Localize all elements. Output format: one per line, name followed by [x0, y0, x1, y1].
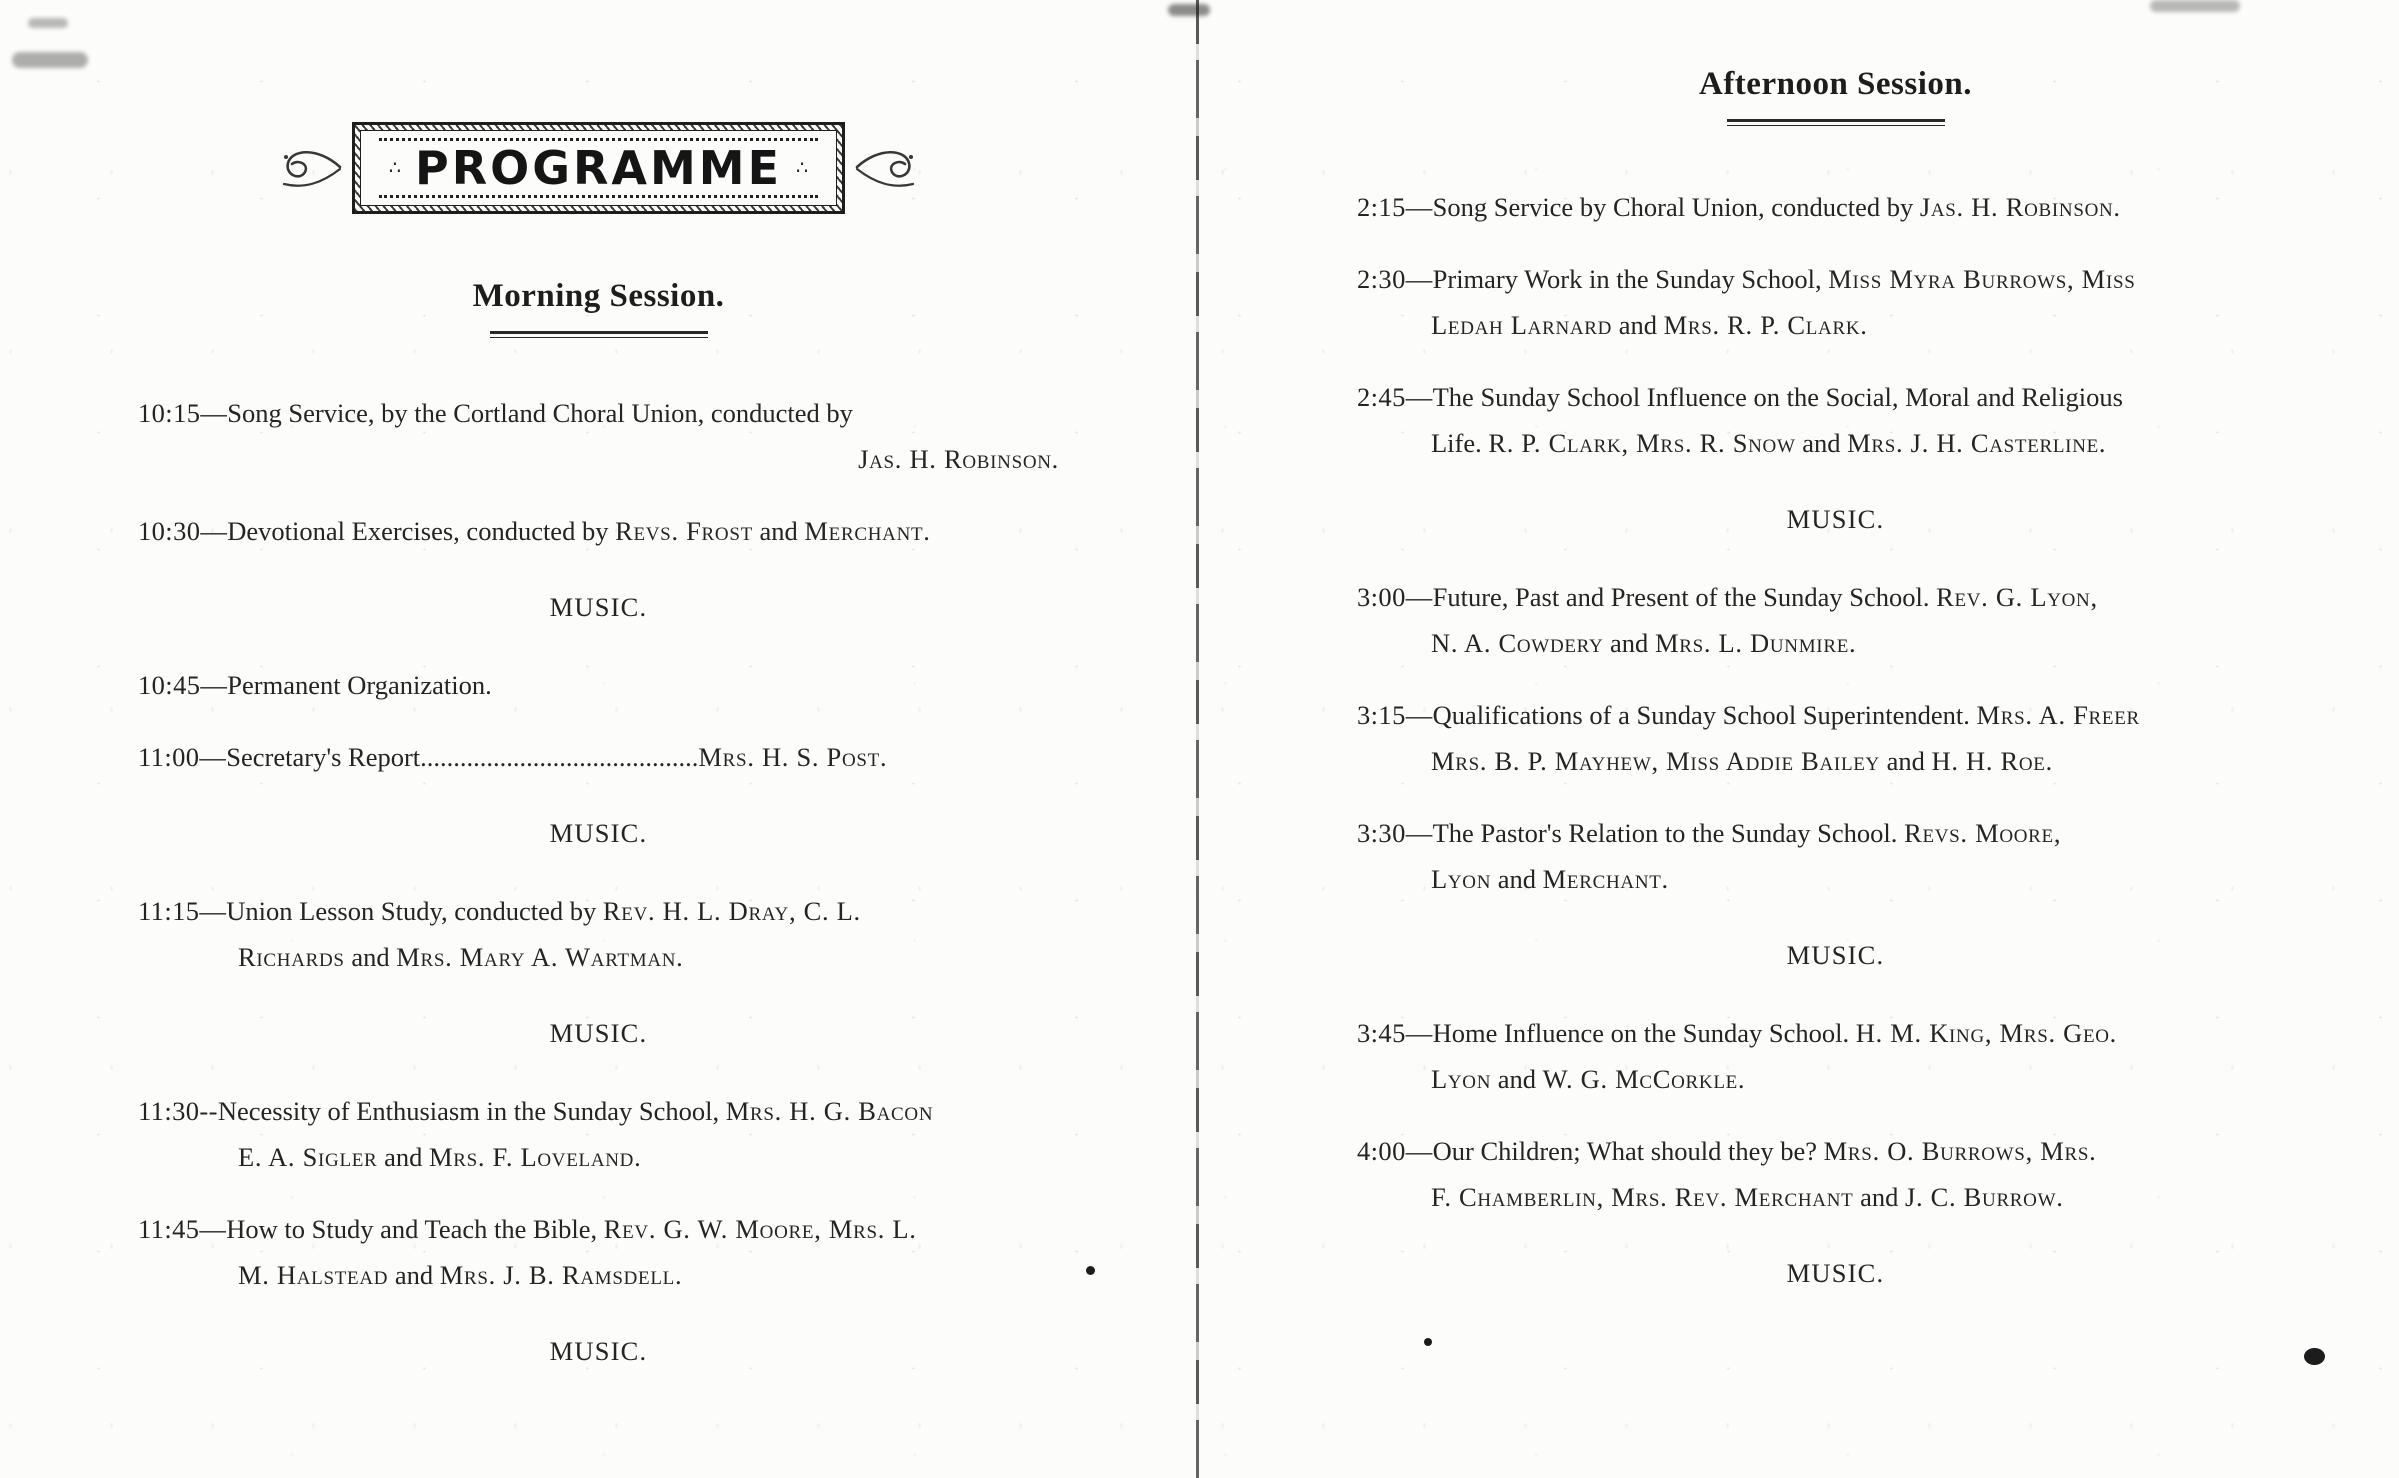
banner-frame [352, 122, 845, 214]
page-left [0, 0, 1199, 1478]
entry-text: and [1853, 1182, 1905, 1212]
banner-inner [360, 130, 837, 206]
programme-entry [138, 1206, 1059, 1298]
person-name: Mrs. F. Loveland. [428, 1142, 642, 1172]
entry-continuation [1357, 420, 2314, 466]
person-name: Rev. H. L. Dray, C. L. [602, 896, 861, 926]
entry-continuation [1357, 620, 2314, 666]
morning-session-items [138, 390, 1059, 1374]
banner-text-wrap [379, 138, 818, 198]
entry-line [138, 662, 1059, 708]
morning-title-rule [490, 331, 708, 338]
programme-entry [138, 888, 1059, 980]
scan-smudge [12, 52, 88, 68]
entry-continuation [1357, 738, 2314, 784]
ink-speck [1086, 1266, 1095, 1275]
entry-text: and [1491, 1064, 1543, 1094]
entry-line [1357, 574, 2314, 620]
entry-text: Life. [1431, 428, 1489, 458]
entry-text: and [1879, 746, 1932, 776]
entry-line [1357, 810, 2314, 856]
page-right [1199, 0, 2398, 1478]
entry-continuation [138, 1252, 1059, 1298]
entry-line [138, 1088, 1059, 1134]
entry-line [138, 734, 1059, 780]
morning-session-title: Morning Session. [472, 278, 725, 314]
entry-text: and [377, 1142, 429, 1172]
entry-text: and [344, 942, 397, 972]
flourish-right-icon [853, 139, 919, 197]
entry-text: and [1491, 864, 1543, 894]
afternoon-session-title: Afternoon Session. [1698, 66, 1973, 102]
entry-time: 10:30— [138, 516, 228, 546]
entry-continuation [1357, 302, 2314, 348]
entry-line [1357, 184, 2314, 230]
entry-text: The Pastor's Relation to the Sunday School. [1432, 818, 1905, 848]
music-interlude: MUSIC. [1786, 504, 1885, 534]
person-name: J. C. Burrow. [1904, 1182, 2064, 1212]
entry-continuation [1357, 1174, 2314, 1220]
person-name: Revs. Moore, [1904, 818, 2062, 848]
entry-text: Devotional Exercises, conducted by [227, 516, 616, 546]
ink-speck [2304, 1348, 2325, 1365]
person-name: Rev. G. Lyon, [1936, 582, 2098, 612]
entry-line [138, 888, 1059, 934]
entry-time: 11:30-- [138, 1096, 218, 1126]
programme-entry [1357, 374, 2314, 466]
entry-text: Union Lesson Study, conducted by [226, 896, 603, 926]
entry-continuation [138, 934, 1059, 980]
ink-speck [1424, 1338, 1432, 1346]
entry-text: and [1612, 310, 1664, 340]
entry-line [138, 1206, 1059, 1252]
entry-continuation [1357, 1056, 2314, 1102]
entry-text: and [752, 516, 805, 546]
scan-smudge [1168, 4, 1210, 16]
person-name: Lyon [1431, 1064, 1492, 1094]
programme-banner [138, 122, 1059, 214]
programme-entry [138, 662, 1059, 708]
programme-entry [138, 390, 1059, 482]
programme-entry [138, 734, 1059, 780]
entry-text: Qualifications of a Sunday School Superintendent. [1432, 700, 1977, 730]
person-name: Mrs. J. B. Ramsdell. [439, 1260, 683, 1290]
person-name: E. A. Sigler [238, 1142, 378, 1172]
entry-time: 3:15— [1357, 700, 1433, 730]
person-name: Mrs. Mary A. Wartman. [396, 942, 684, 972]
programme-entry [1357, 1128, 2314, 1220]
person-name: Mrs. A. Freer [1976, 700, 2140, 730]
entry-text: How to Study and Teach the Bible, [226, 1214, 604, 1244]
entry-continuation [1357, 856, 2314, 902]
person-name: Merchant. [804, 516, 931, 546]
entry-time: 4:00— [1357, 1136, 1433, 1166]
banner-ornament-right: ∴ [796, 157, 809, 179]
entry-text: Home Influence on the Sunday School. [1432, 1018, 1856, 1048]
entry-text: Primary Work in the Sunday School, [1432, 264, 1829, 294]
music-interlude: MUSIC. [1786, 940, 1885, 970]
entry-continuation [138, 436, 1059, 482]
entry-text: The Sunday School Influence on the Social, Moral and Religious [1432, 382, 2123, 412]
entry-line [1357, 256, 2314, 302]
entry-text: and [1795, 428, 1848, 458]
music-interlude: MUSIC. [549, 1018, 648, 1048]
person-name: Mrs. H. S. Post. [698, 742, 888, 772]
person-name: Mrs. J. H. Casterline. [1847, 428, 2107, 458]
entry-text: Our Children; What should they be? [1432, 1136, 1824, 1166]
person-name: F. Chamberlin, Mrs. Rev. Merchant [1431, 1182, 1854, 1212]
person-name: Richards [238, 942, 345, 972]
entry-time: 2:45— [1357, 382, 1433, 412]
programme-entry [138, 508, 1059, 554]
scan-smudge [2150, 0, 2240, 12]
music-interlude: MUSIC. [549, 818, 648, 848]
music-interlude: MUSIC. [549, 1336, 648, 1366]
entry-time: 11:00— [138, 742, 227, 772]
entry-time: 3:00— [1357, 582, 1433, 612]
entry-time: 11:45— [138, 1214, 227, 1244]
entry-line [1357, 692, 2314, 738]
person-name: Mrs. L. Dunmire. [1654, 628, 1857, 658]
person-name: Revs. Frost [615, 516, 753, 546]
entry-text: and [1603, 628, 1655, 658]
entry-time: 3:30— [1357, 818, 1433, 848]
person-name: Mrs. H. G. Bacon [725, 1096, 934, 1126]
entry-text: Song Service by Choral Union, conducted by [1432, 192, 1920, 222]
person-name: Miss Myra Burrows, Miss [1828, 264, 2136, 294]
person-name: Rev. G. W. Moore, Mrs. L. [603, 1214, 917, 1244]
flourish-left-icon [278, 139, 344, 197]
entry-text: Future, Past and Present of the Sunday School. [1432, 582, 1937, 612]
banner-title: PROGRAMME [415, 141, 782, 195]
page-fold [1196, 0, 1199, 1478]
person-name: Ledah Larnard [1431, 310, 1613, 340]
programme-entry [1357, 1010, 2314, 1102]
programme-entry [1357, 692, 2314, 784]
person-name: Lyon [1431, 864, 1492, 894]
person-name: H. M. King, Mrs. Geo. [1855, 1018, 2117, 1048]
person-name: N. A. Cowdery [1431, 628, 1604, 658]
programme-entry [1357, 256, 2314, 348]
entry-line [1357, 374, 2314, 420]
afternoon-session-items [1357, 184, 2314, 1296]
programme-entry [138, 1088, 1059, 1180]
entry-continuation [138, 1134, 1059, 1180]
afternoon-title-rule [1727, 119, 1945, 126]
person-name: Jas. H. Robinson. [1919, 192, 2121, 222]
music-interlude: MUSIC. [549, 592, 648, 622]
person-name: M. Halstead [238, 1260, 389, 1290]
banner-ornament-left: ∴ [388, 157, 401, 179]
entry-time: 2:15— [1357, 192, 1433, 222]
person-name: R. P. Clark, Mrs. R. Snow [1488, 428, 1796, 458]
music-interlude: MUSIC. [1786, 1258, 1885, 1288]
person-name: W. G. McCorkle. [1542, 1064, 1746, 1094]
entry-text: Song Service, by the Cortland Choral Union, conducted by [227, 398, 853, 428]
entry-text: Permanent Organization. [227, 670, 492, 700]
scan-smudge [28, 18, 68, 28]
entry-time: 3:45— [1357, 1018, 1433, 1048]
programme-entry [1357, 184, 2314, 230]
entry-text: and [388, 1260, 440, 1290]
entry-time: 11:15— [138, 896, 227, 926]
entry-line [1357, 1128, 2314, 1174]
person-name: H. H. Roe. [1931, 746, 2053, 776]
entry-text: Secretary's Report.......................................... [226, 742, 699, 772]
entry-text: Necessity of Enthusiasm in the Sunday School, [217, 1096, 726, 1126]
entry-time: 10:45— [138, 670, 228, 700]
person-name: Merchant. [1542, 864, 1669, 894]
entry-line [1357, 1010, 2314, 1056]
person-name: Mrs. R. P. Clark. [1663, 310, 1868, 340]
programme-entry [1357, 810, 2314, 902]
person-name: Mrs. O. Burrows, Mrs. [1823, 1136, 2097, 1166]
person-name: Mrs. B. P. Mayhew, Miss Addie Bailey [1431, 746, 1880, 776]
entry-time: 10:15— [138, 398, 228, 428]
entry-line [138, 390, 1059, 436]
person-name: Jas. H. Robinson. [858, 444, 1059, 474]
programme-entry [1357, 574, 2314, 666]
entry-time: 2:30— [1357, 264, 1433, 294]
entry-line [138, 508, 1059, 554]
